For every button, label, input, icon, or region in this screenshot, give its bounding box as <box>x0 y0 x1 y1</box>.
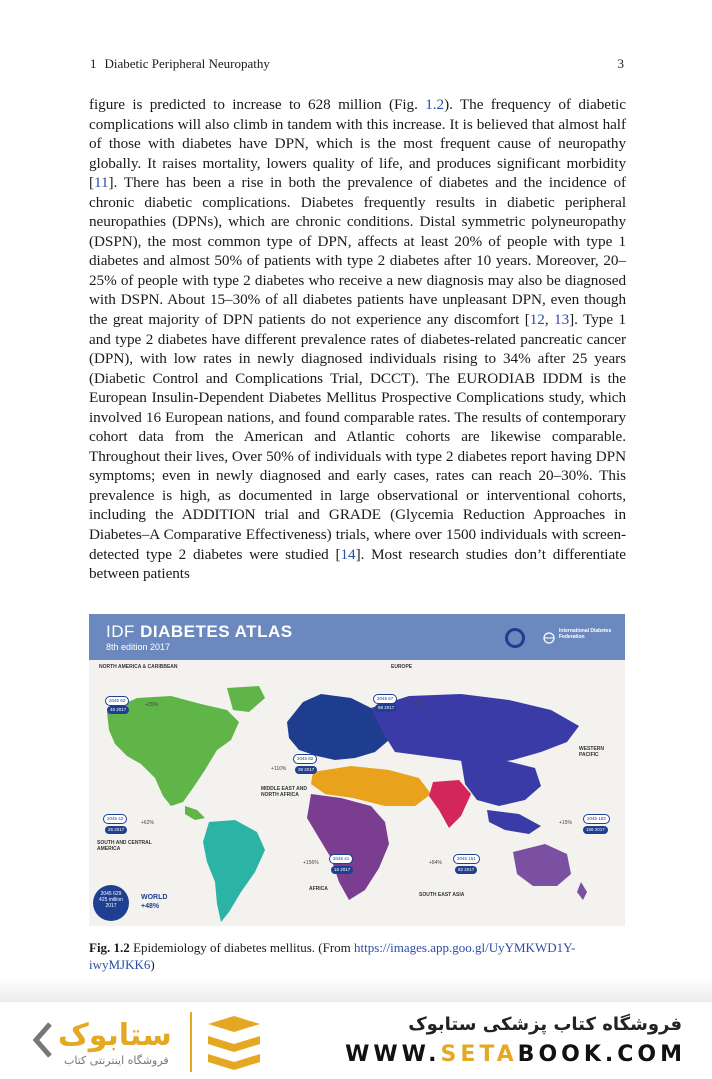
citation-link-14[interactable]: 14 <box>340 545 356 563</box>
year-label: 2045 <box>297 756 308 761</box>
shop-name: فروشگاه کتاب پزشکی ستابوک <box>408 1014 682 1035</box>
citation-link-11[interactable]: 11 <box>94 174 109 192</box>
world-summary <box>93 885 181 921</box>
stat-sea-2045 <box>453 854 480 864</box>
caption-close: ) <box>150 957 155 972</box>
body-text-segment: ). The frequency of diabetic complications will also climb in tandem with this increase. It is believed that almost half of those with diabetes have DPN, which is the most frequent cause of neuropathy globally. It raises mortality, lowers quality of life, and produces significant morbidity [ <box>89 96 626 192</box>
body-text-segment: ]. There has been a rise in both the prevalence of diabetes and the incidence of chronic diabetic complications. Diabetes frequently results in diabetic peripheral neuropathies (DPNs), which are chronic conditions. Distal symmetric polyneuropathy (DSPN), the most common type of DPN, affects at least 20% of people with type 1 diabetes and almost 50% of patients with type 2 diabetes after 10 years. Moreover, 20–25% of people with type 2 diabetes who receive a new diagnosis may also be diagnosed with DSPN. About 15–30% of all diabetes patients have unpleasant DPN, even though the great majority of DPN patients do not experience any discomfort [ <box>89 174 626 329</box>
region-europe <box>287 694 389 760</box>
stat-sea-2017 <box>455 866 477 874</box>
region-caribbean <box>185 806 205 820</box>
region-east-asia <box>461 760 541 806</box>
world-2045 <box>93 885 129 897</box>
year-label: 2017 <box>114 827 125 832</box>
page-number: 3 <box>617 56 624 71</box>
stat-sca-2017 <box>105 826 127 834</box>
stat-value: 58 <box>378 705 384 710</box>
caption-source-link[interactable]: https://images.app.goo.gl/UyYMKWD1Y-iwyMJKK6 <box>89 940 576 972</box>
stat-wp-2045 <box>583 814 610 824</box>
stat-value: 39 <box>298 767 304 772</box>
url-accent: SETA <box>440 1042 518 1067</box>
world-circle <box>93 885 129 921</box>
body-paragraph <box>89 95 626 584</box>
region-label-af: AFRICA <box>309 886 328 892</box>
unit-label: million <box>108 897 123 903</box>
book-stack-icon <box>204 1014 264 1072</box>
chapter-heading <box>90 56 278 74</box>
year-label: 2017 <box>116 707 127 712</box>
region-label-wp: WESTERN PACIFIC <box>579 746 604 758</box>
logo-wordmark: ستابوک <box>58 1018 172 1053</box>
region-label-sca: SOUTH AND CENTRAL AMERICA <box>97 840 152 852</box>
pct-na: +35% <box>145 702 158 708</box>
citation-link-13[interactable]: 13 <box>554 311 570 329</box>
logo-subtitle: فروشگاه اینترنتی کتاب <box>64 1054 169 1067</box>
chevron-left-icon <box>28 1020 58 1060</box>
body-text-segment: figure is predicted to increase to 628 million (Fig. <box>89 96 426 113</box>
stat-mena-2017 <box>295 766 317 774</box>
stat-sca-2045 <box>103 814 127 824</box>
idf-logo-icon <box>542 632 556 644</box>
region-label-mena: MIDDLE EAST AND NORTH AFRICA <box>261 786 307 798</box>
year-label: 2045 <box>333 856 344 861</box>
pct-wp: +15% <box>559 820 572 826</box>
stat-value: 26 <box>108 827 114 832</box>
blue-circle-icon <box>505 628 525 648</box>
world-title: WORLD <box>141 894 168 901</box>
logo-divider <box>190 1012 192 1072</box>
body-text-segment: , <box>544 311 555 329</box>
footer-fade <box>0 978 712 1002</box>
pct-sea: +84% <box>429 860 442 866</box>
region-africa <box>307 794 389 900</box>
region-australia <box>513 844 571 886</box>
atlas-title <box>106 622 293 642</box>
body-text-segment: ]. Most research studies don’t differentiate between patients <box>89 545 626 583</box>
year-label: 2045 <box>377 696 388 701</box>
stat-value: 425 <box>99 897 108 903</box>
year-label: 2045 <box>107 816 118 821</box>
stat-value: 62 <box>120 698 126 703</box>
year-label: 2045 <box>109 698 120 703</box>
year-label: 2017 <box>594 827 605 832</box>
region-label-eu: EUROPE <box>391 664 413 670</box>
stat-af-2017 <box>331 866 353 874</box>
atlas-title-idf: IDF <box>106 622 135 641</box>
pct-sca: +62% <box>141 820 154 826</box>
stat-value: 629 <box>113 891 122 897</box>
figure-ref-link[interactable]: 1.2 <box>425 96 445 113</box>
running-head <box>90 56 624 74</box>
stat-eu-2045 <box>373 694 397 704</box>
stat-af-2045 <box>329 854 353 864</box>
year-label: 2017 <box>340 867 351 872</box>
stat-eu-2017 <box>375 704 397 712</box>
footer-banner <box>0 1002 712 1079</box>
world-year-2017: 2017 <box>105 903 117 909</box>
stat-value: 42 <box>118 816 124 821</box>
region-south-asia <box>429 780 471 828</box>
region-label-na: NORTH AMERICA & CARIBBEAN <box>99 664 178 670</box>
pct-mena: +110% <box>271 766 287 772</box>
region-russia-asia <box>371 694 579 764</box>
stat-na-2017 <box>107 706 129 714</box>
stat-value: 46 <box>110 707 116 712</box>
diabetes-atlas-figure <box>89 614 625 926</box>
stat-value: 82 <box>308 756 314 761</box>
year-label: 2017 <box>464 867 475 872</box>
caption-label: Fig. 1.2 <box>89 940 130 955</box>
atlas-header <box>89 614 625 660</box>
citation-link-12[interactable]: 12 <box>529 311 545 329</box>
stat-value: 16 <box>334 867 340 872</box>
region-label-sea: SOUTH EAST ASIA <box>419 892 465 898</box>
atlas-title-main: DIABETES ATLAS <box>140 622 293 641</box>
region-greenland <box>227 686 265 712</box>
pct-af: +156% <box>303 860 319 866</box>
world-label <box>141 893 167 911</box>
stat-value: 82 <box>458 867 464 872</box>
world-pct: +48% <box>141 903 160 910</box>
stat-value: 41 <box>344 856 350 861</box>
figure-caption <box>89 939 626 973</box>
atlas-edition: 8th edition 2017 <box>106 642 171 652</box>
site-url[interactable] <box>345 1042 686 1067</box>
url-suffix: BOOK.COM <box>517 1042 686 1067</box>
chapter-number: 1 <box>90 56 97 71</box>
stat-value: 159 <box>586 827 594 832</box>
caption-text: Epidemiology of diabetes mellitus. (From <box>129 940 355 955</box>
chapter-title: Diabetic Peripheral Neuropathy <box>104 56 270 71</box>
url-prefix: WWW. <box>345 1042 441 1067</box>
body-text-segment: ]. Type 1 and type 2 diabetes have different prevalence rates of diabetes-related pancreatic cancer (DPN), with low rates in newly diagnosed individuals rising to 34% after 25 years (Diabetic Control and Complications Trial, DCCT). The EURODIAB IDDM is the European Insulin-Dependent Diabetes Mellitus Prospective Complications study, which involved 16 European nations, and found comparable rates. The results of contemporary cohort data from the American and Atlantic cohorts are likewise comparable. Throughout their lives, Over 50% of individuals with type 2 diabetes report having DPN symptoms; even in newly diagnosed and early cases, rates can reach 20–30%. This prevalence is high, as documented in large observational or interventional cohorts, including the ADDITION trial and GRADE (Glycemia Reduction Approaches in Diabetes–A Comparative Effectiveness) trials, where over 1500 individuals with screen-detected type 2 diabetes were studied [ <box>89 311 626 563</box>
stat-na-2045 <box>105 696 129 706</box>
year-label: 2045 <box>587 816 598 821</box>
year-label: 2045 <box>457 856 468 861</box>
stat-value: 67 <box>388 696 394 701</box>
region-new-zealand <box>577 882 587 900</box>
pct-eu: +16% <box>409 702 422 708</box>
year-label: 2045 <box>100 891 112 897</box>
stat-mena-2045 <box>293 754 317 764</box>
region-southeast-islands <box>487 810 541 834</box>
setabook-logo[interactable] <box>28 1012 278 1072</box>
stat-wp-2017 <box>583 826 608 834</box>
year-label: 2017 <box>384 705 395 710</box>
region-south-america <box>203 820 265 922</box>
idf-logo-text: International Diabetes Federation <box>559 628 612 640</box>
stat-value: 183 <box>598 816 606 821</box>
year-label: 2017 <box>304 767 315 772</box>
stat-value: 151 <box>468 856 476 861</box>
